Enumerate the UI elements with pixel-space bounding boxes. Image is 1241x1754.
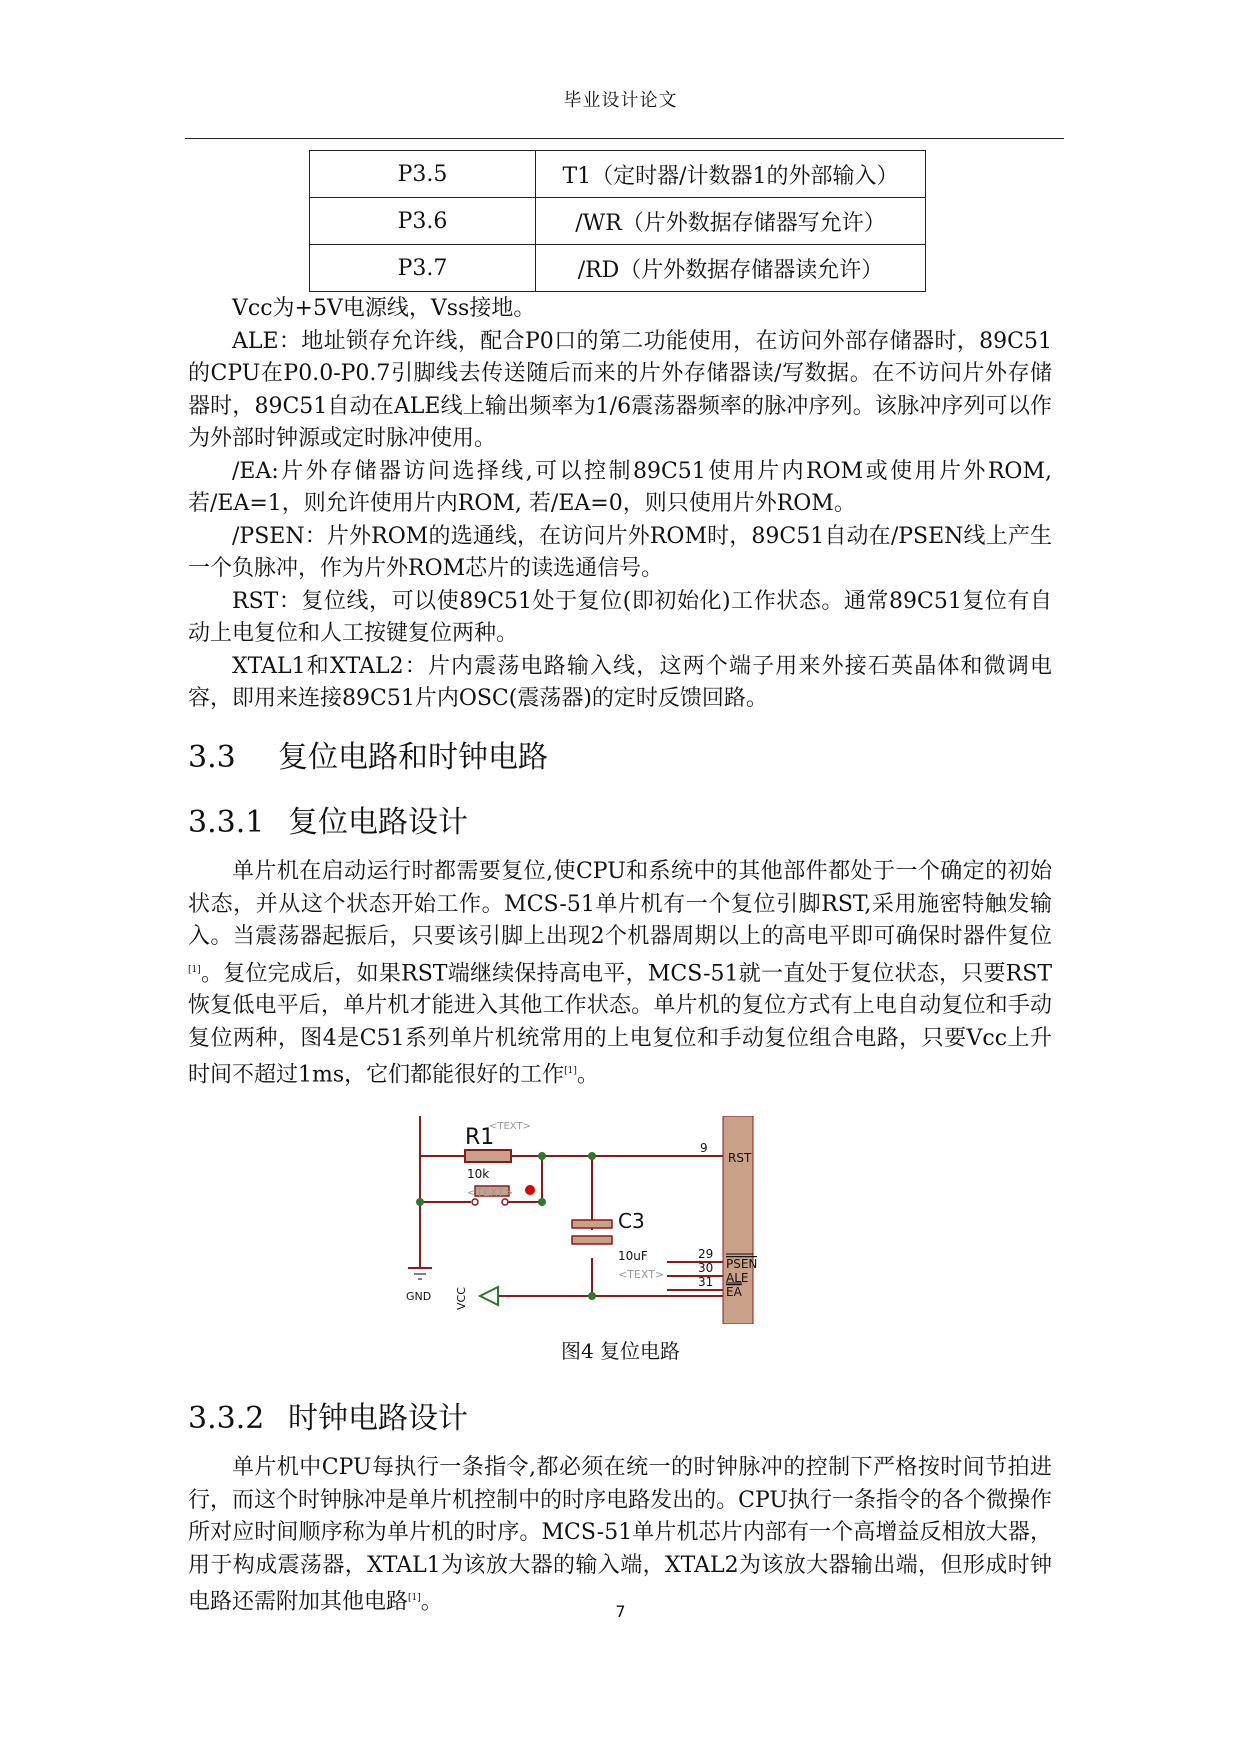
reset-paragraph [188, 856, 1052, 1092]
ea-pin-label: EA [726, 1285, 742, 1299]
pin-function-table [309, 150, 926, 292]
clock-paragraph [188, 1452, 1052, 1619]
pin-9-label: 9 [700, 1141, 708, 1155]
c3-text-label: <TEXT> [618, 1268, 665, 1281]
pin-cell: P3.5 [310, 151, 536, 198]
rst-paragraph: RST：复位线，可以使89C51处于复位(即初始化)工作状态。通常89C51复位有自动上电复位和人工按键复位两种。 [188, 588, 1052, 646]
psen-pin-label: PSEN [726, 1257, 757, 1271]
section-number: 3.3 [188, 740, 236, 775]
pin-29-label: 29 [698, 1247, 714, 1261]
section-title: 复位电路和时钟电路 [278, 740, 548, 775]
text-run: 单片机在启动运行时都需要复位,使CPU和系统中的其他部件都处于一个确定的初始状态，并从这个状态开始工作。MCS-51单片机有一个复位引脚RST,采用施密特触发输入。当震荡器起振后，只要该引脚上出现2个机器周期以上的高电平即可确保时器件复位 [188, 859, 1052, 949]
psen-paragraph: /PSEN：片外ROM的选通线，在访问片外ROM时，89C51自动在/PSEN线上产生一个负脉冲，作为片外ROM芯片的读选通信号。 [188, 523, 1052, 581]
ale-pin-label: ALE [726, 1271, 749, 1285]
pin-cell: P3.7 [310, 245, 536, 292]
figure-caption: 图4 复位电路 [560, 1339, 681, 1363]
section-title: 复位电路设计 [288, 805, 468, 840]
function-cell: /RD（片外数据存储器读允许） [536, 245, 926, 292]
reset-circuit-figure [405, 1116, 757, 1324]
section-number: 3.3.2 [188, 1401, 265, 1436]
ea-paragraph: /EA:片外存储器访问选择线,可以控制89C51使用片内ROM或使用片外ROM,若/EA=1，则允许使用片内ROM, 若/EA=0，则只使用片外ROM。 [188, 458, 1052, 516]
r1-text-label: <TEXT> [489, 1121, 531, 1132]
vcc-label: VCC [455, 1287, 468, 1310]
table-row [310, 245, 926, 292]
text-run: 。 [420, 1589, 443, 1615]
page-number: 7 [615, 1602, 626, 1621]
citation: [1] [564, 1066, 577, 1077]
text-run: 。复位完成后，如果RST端继续保持高电平，MCS-51就一直处于复位状态，只要RST恢复低电平后，单片机才能进入其他工作状态。单片机的复位方式有上电自动复位和手动复位两种，图4是C51系列单片机统常用的上电复位和手动复位组合电路，只要Vcc上升时间不超过1ms，它们都能很好的工作 [188, 960, 1052, 1088]
text-run: 。 [576, 1062, 599, 1088]
section-number: 3.3.1 [188, 805, 265, 840]
c3-label: C3 [618, 1209, 645, 1233]
citation: [1] [188, 964, 201, 975]
pin-31-label: 31 [698, 1275, 714, 1289]
citation: [1] [408, 1593, 421, 1603]
section-heading-3-3-1 [188, 797, 468, 841]
pin-description-block [188, 293, 1052, 716]
xtal-paragraph: XTAL1和XTAL2：片内震荡电路输入线，这两个端子用来外接石英晶体和微调电容，即用来连接89C51片内OSC(震荡器)的定时反馈回路。 [188, 653, 1052, 711]
reset-circuit-text [188, 856, 1052, 1092]
section-title: 时钟电路设计 [288, 1401, 468, 1436]
ale-paragraph: ALE：地址锁存允许线，配合P0口的第二功能使用，在访问外部存储器时，89C51的CPU在P0.0-P0.7引脚线去传送随后而来的片外存储器读/写数据。在不访问片外存储器时，89C51自动在ALE线上输出频率为1/6震荡器频率的脉冲序列。该脉冲序列可以作为外部时钟源或定时脉冲使用。 [188, 328, 1052, 451]
section-heading-3-3-2 [188, 1393, 468, 1437]
clock-circuit-text [188, 1452, 1052, 1619]
text-run: 单片机中CPU每执行一条指令,都必须在统一的时钟脉冲的控制下严格按时间节拍进行，而这个时钟脉冲是单片机控制中的时序电路发出的。CPU执行一条指令的各个微操作所对应时间顺序称为单片机的时序。MCS-51单片机芯片内部有一个高增益反相放大器，用于构成震荡器，XTAL1为该放大器的输入端，XTAL2为该放大器输出端，但形成时钟电路还需附加其他电路 [188, 1455, 1052, 1615]
function-cell: /WR（片外数据存储器写允许） [536, 198, 926, 245]
r1-label: R1 [465, 1125, 495, 1150]
pin-cell: P3.6 [310, 198, 536, 245]
pin-30-label: 30 [698, 1261, 714, 1275]
gnd-label: GND [406, 1290, 432, 1303]
section-heading-3-3 [188, 732, 548, 776]
vcc-paragraph: Vcc为+5V电源线，Vss接地。 [232, 296, 536, 321]
r1-value-label: 10k [467, 1167, 490, 1181]
reset-circuit-schematic [405, 1116, 757, 1324]
table-row [310, 198, 926, 245]
switch-text-label: <TEXT> [467, 1186, 514, 1199]
running-header: 毕业设计论文 [563, 90, 678, 111]
header-rule [185, 138, 1064, 139]
function-cell: T1（定时器/计数器1的外部输入） [536, 151, 926, 198]
rst-pin-label: RST [728, 1151, 752, 1165]
c3-value-label: 10uF [618, 1249, 648, 1263]
table-row [310, 151, 926, 198]
